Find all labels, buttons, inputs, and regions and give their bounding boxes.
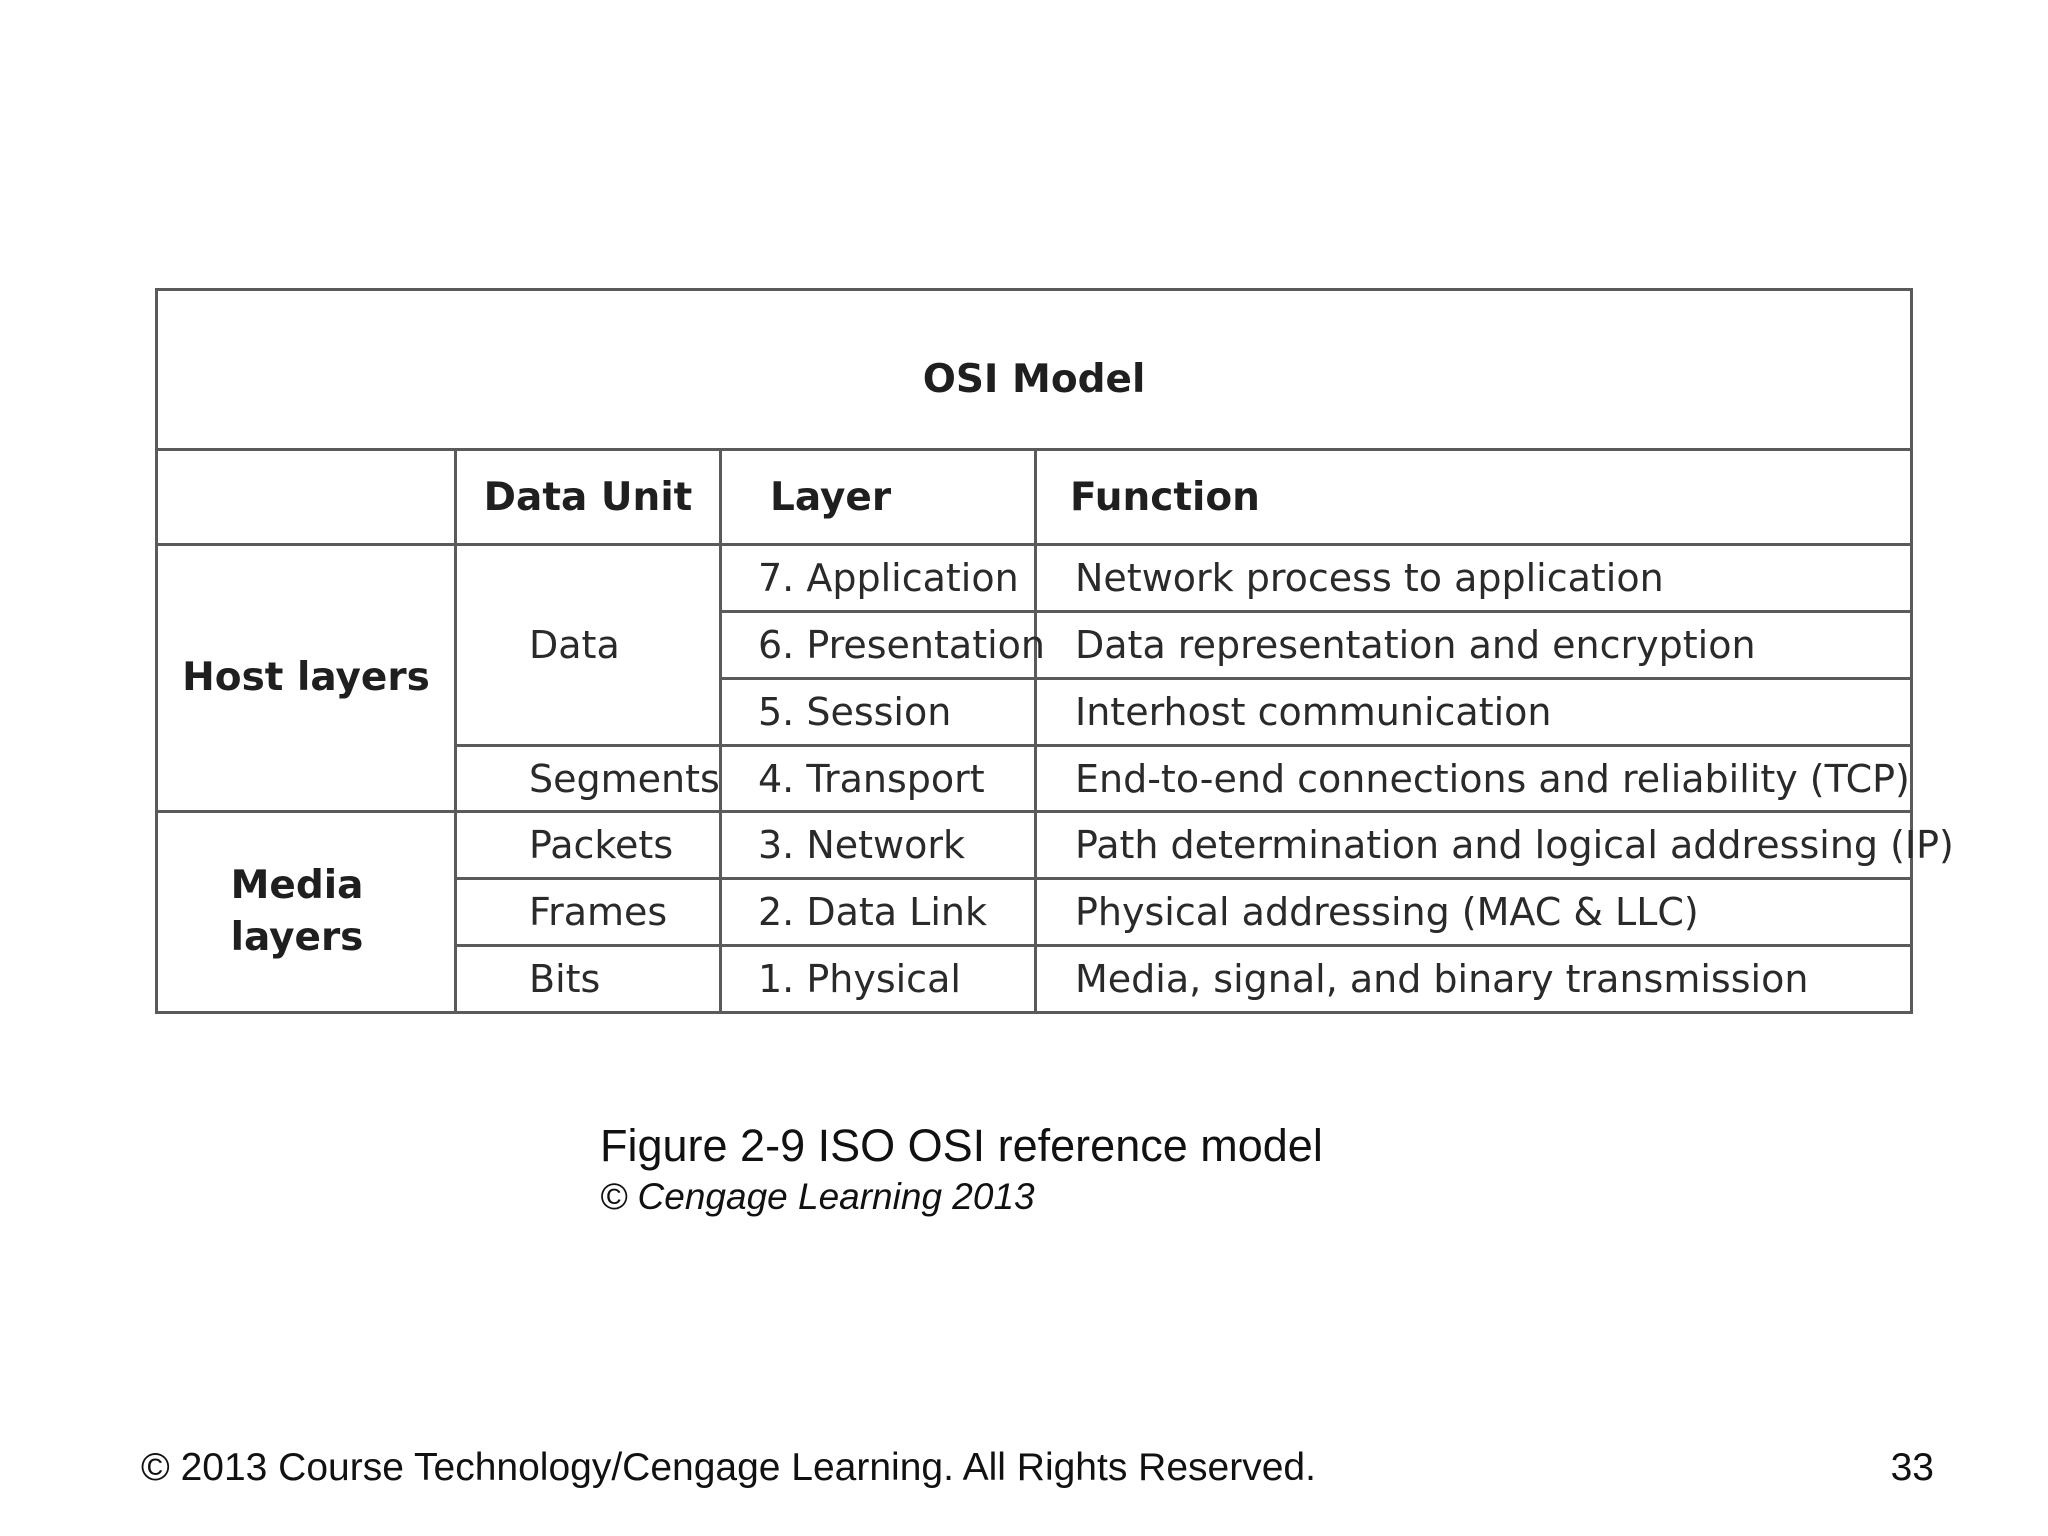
layer-cell: 1. Physical <box>721 946 1036 1013</box>
group-media-line1: Media <box>230 863 364 909</box>
layer-cell: 4. Transport <box>721 745 1036 812</box>
figure-caption: Figure 2-9 ISO OSI reference model <box>600 1120 1323 1171</box>
footer-copyright: © 2013 Course Technology/Cengage Learning. All Rights Reserved. <box>141 1446 1316 1489</box>
table-row <box>157 545 1912 612</box>
layer-cell: 3. Network <box>721 812 1036 879</box>
table-title: OSI Model <box>157 290 1912 450</box>
data-unit-cell: Packets <box>456 812 721 879</box>
data-unit-cell: Data <box>456 545 721 745</box>
header-function: Function <box>1036 449 1912 544</box>
function-cell: Network process to application <box>1036 545 1912 612</box>
osi-model-table <box>155 288 1954 1014</box>
table-row <box>157 812 1912 879</box>
page-number: 33 <box>1890 1446 1934 1489</box>
header-layer: Layer <box>721 449 1036 544</box>
function-cell: Path determination and logical addressing (IP) <box>1036 812 1912 879</box>
layer-cell: 2. Data Link <box>721 879 1036 946</box>
group-host-layers: Host layers <box>157 545 456 812</box>
data-unit-cell: Bits <box>456 946 721 1013</box>
function-cell: Physical addressing (MAC & LLC) <box>1036 879 1912 946</box>
function-cell: Media, signal, and binary transmission <box>1036 946 1912 1013</box>
header-empty-cell <box>157 449 456 544</box>
group-media-layers <box>157 812 456 1013</box>
function-cell: End-to-end connections and reliability (TCP) <box>1036 745 1912 812</box>
header-data-unit: Data Unit <box>456 449 721 544</box>
data-unit-cell: Frames <box>456 879 721 946</box>
layer-cell: 5. Session <box>721 678 1036 745</box>
figure-credit: © Cengage Learning 2013 <box>600 1176 1035 1217</box>
layer-cell: 6. Presentation <box>721 611 1036 678</box>
function-cell: Interhost communication <box>1036 678 1912 745</box>
group-media-line2: layers <box>230 915 364 961</box>
data-unit-cell: Segments <box>456 745 721 812</box>
function-cell: Data representation and encryption <box>1036 611 1912 678</box>
layer-cell: 7. Application <box>721 545 1036 612</box>
